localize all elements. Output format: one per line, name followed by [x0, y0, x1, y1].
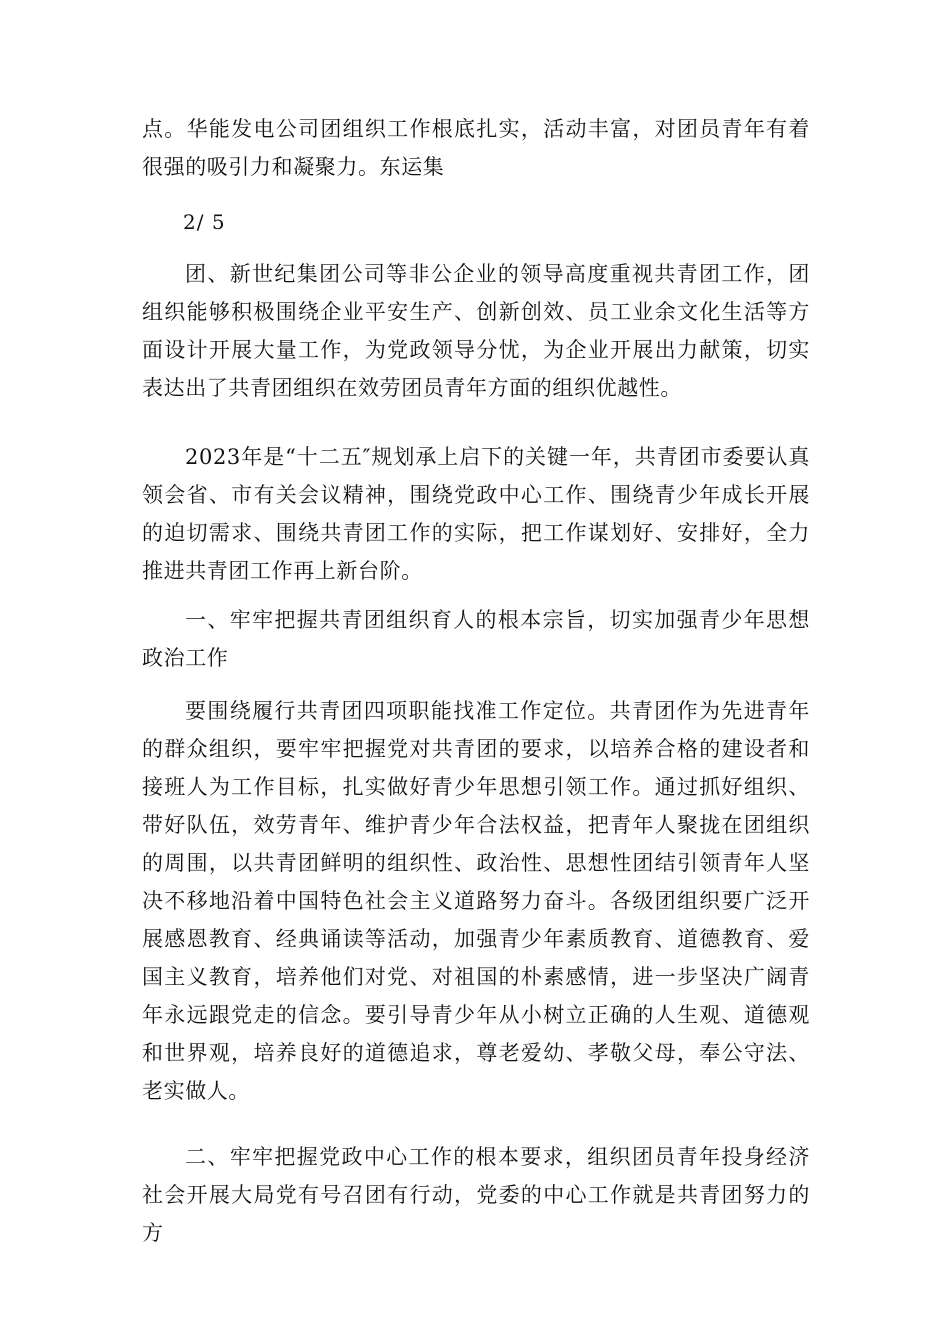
paragraph-ideological-work: 要围绕履行共青团四项职能找准工作定位。共青团作为先进青年的群众组织，要牢牢把握党对共青团的要求，以培养合格的建设者和接班人为工作目标，扎实做好青少年思想引领工作。通过抓好组织、带好队伍，效劳青年、维护青少年合法权益，把青年人聚拢在团组织的周围，以共青团鲜明的组织性、政治性、思想性团结引领青年人坚决不移地沿着中国特色社会主义道路努力奋斗。各级团组织要广泛开展感恩教育、经典诵读等活动，加强青少年素质教育、道德教育、爱国主义教育，培养他们对党、对祖国的朴素感情，进一步坚决广阔青年永远跟党走的信念。要引导青少年从小树立正确的人生观、道德观和世界观，培养良好的道德追求，尊老爱幼、孝敬父母，奉公守法、老实做人。: [142, 699, 810, 1103]
paragraph-continuation: 点。华能发电公司团组织工作根底扎实，活动丰富，对团员青年有着很强的吸引力和凝聚力。东运集: [142, 117, 810, 179]
page-number: 2/ 5: [183, 210, 226, 234]
paragraph-non-public-enterprises: 团、新世纪集团公司等非公企业的领导高度重视共青团工作，团组织能够积极围绕企业平安生产、创新创效、员工业余文化生活等方面设计开展大量工作，为党政领导分忧，为企业开展出力献策，切实表达出了共青团组织在效劳团员青年方面的组织优越性。: [142, 262, 810, 400]
section-heading-two: 二、牢牢把握党政中心工作的根本要求，组织团员青年投身经济社会开展大局党有号召团有行动，党委的中心工作就是共青团努力的方: [142, 1145, 810, 1245]
section-heading-one: 一、牢牢把握共青团组织育人的根本宗旨，切实加强青少年思想政治工作: [142, 608, 810, 670]
paragraph-2023-plan: 2023年是“十二五″规划承上启下的关键一年，共青团市委要认真领会省、市有关会议精神，围绕党政中心工作、围绕青少年成长开展的迫切需求、围绕共青团工作的实际，把工作谋划好、安排好，全力推进共青团工作再上新台阶。: [142, 445, 810, 583]
